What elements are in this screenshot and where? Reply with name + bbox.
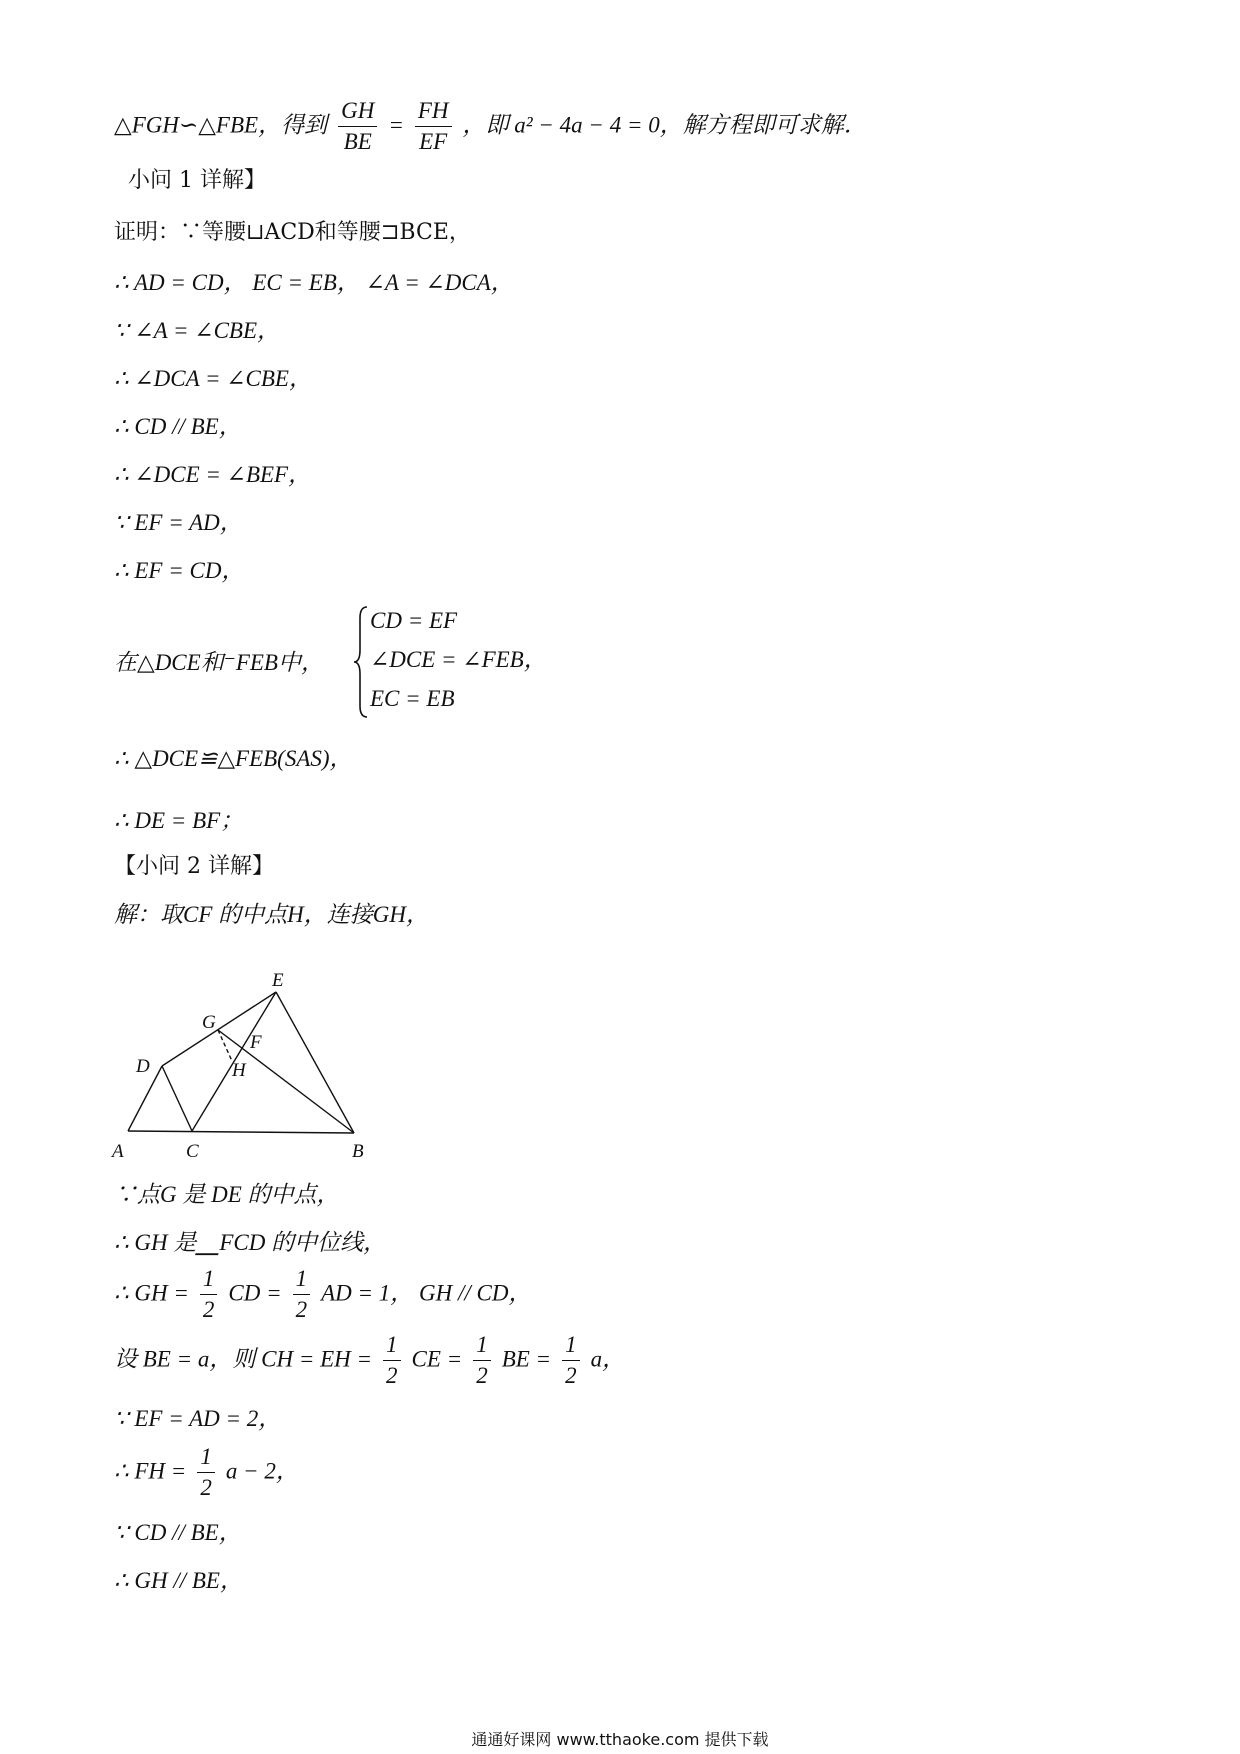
solution-step-4: 设 BE = a，则 CH = EH = $\frac{1}{2}$ CE = $\frac{1}{2}$ BE = $\frac{1}{2}$ a， [114,1330,625,1391]
fraction-half: $\frac{1}{2}$ [562,1330,580,1391]
label-e: E [272,970,284,991]
proof-step-1: ∴ AD = CD， EC = EB， ∠A = ∠DCA， [114,270,514,295]
fraction-half: $\frac{1}{2}$ [383,1330,401,1391]
segment-de [162,992,276,1066]
proof-step-4: ∴ CD // BE， [114,414,242,439]
intro-equation-line: △FGH∽△FBE，得到 $\frac{GH}{BE}$ = $\frac{FH}{EF}$ ，即 a² − 4a − 4 = 0，解方程即可求解． [114,96,867,157]
label-b: B [352,1141,364,1162]
solution-step-6: ∴ FH = $\frac{1}{2}$ a − 2， [114,1442,299,1503]
label-g: G [202,1012,216,1033]
fraction-fh-ef: $\frac{FH}{EF}$ [415,96,452,157]
quadratic-equation-text: ，即 a² − 4a − 4 = 0，解方程即可求解． [462,112,867,138]
segment-dc [162,1066,192,1131]
fraction-gh-be: $\frac{GH}{BE}$ [338,96,377,157]
solution-step-3: ∴ GH = $\frac{1}{2}$ CD = $\frac{1}{2}$ AD = 1， GH // CD， [114,1264,532,1325]
system-row-2: ∠DCE = ∠FEB， [370,647,547,672]
equation-system [352,604,582,720]
proof-step-5: ∴ ∠DCE = ∠BEF， [114,462,312,487]
label-a: A [112,1141,124,1162]
solution-step-7: ∵ CD // BE， [114,1520,242,1545]
system-intro: 在△DCE和⁻FEB中， [114,650,324,675]
label-d: D [136,1056,150,1077]
solution-step-8: ∴ GH // BE， [114,1568,243,1593]
solution-intro: 解：取CF 的中点H，连接GH， [114,902,429,927]
section-heading-2: 【小问 2 详解】 [114,854,274,879]
fraction-half: $\frac{1}{2}$ [200,1264,218,1325]
system-row-1: CD = EF [370,608,458,633]
left-brace-icon [352,604,370,720]
label-c: C [186,1141,199,1162]
congruence-conclusion: ∴ △DCE≌△FEB(SAS)， [114,746,353,771]
similar-triangles-text: △FGH∽△FBE，得到 [114,112,328,138]
proof-step-2: ∵ ∠A = ∠CBE， [114,318,281,343]
fraction-half: $\frac{1}{2}$ [197,1442,215,1503]
system-row-3: EC = EB [370,686,455,711]
solution-step-5: ∵ EF = AD = 2， [114,1406,282,1431]
fraction-half: $\frac{1}{2}$ [473,1330,491,1391]
label-h: H [232,1060,246,1081]
segment-eb [276,992,354,1133]
label-f: F [250,1032,262,1053]
fraction-half: $\frac{1}{2}$ [293,1264,311,1325]
proof-step-7: ∴ EF = CD， [114,558,245,583]
page-footer: 通通好课网 www.tthaoke.com 提供下载 [471,1730,769,1749]
proof-step-3: ∴ ∠DCA = ∠CBE， [114,366,312,391]
solution-step-2: ∴ GH 是⎽FCD 的中位线， [114,1230,387,1255]
segment-gb [218,1030,354,1133]
proof-step-6: ∵ EF = AD， [114,510,243,535]
geometry-diagram [108,948,378,1168]
section-heading-1: 小问 1 详解】 [128,168,266,193]
solution-step-1: ∵点G 是 DE 的中点， [114,1182,340,1207]
proof-intro: 证明：∵等腰⊔ACD和等腰⊐BCE， [114,220,471,245]
proof-step-9: ∴ DE = BF； [114,808,244,833]
segment-ab [128,1131,354,1133]
